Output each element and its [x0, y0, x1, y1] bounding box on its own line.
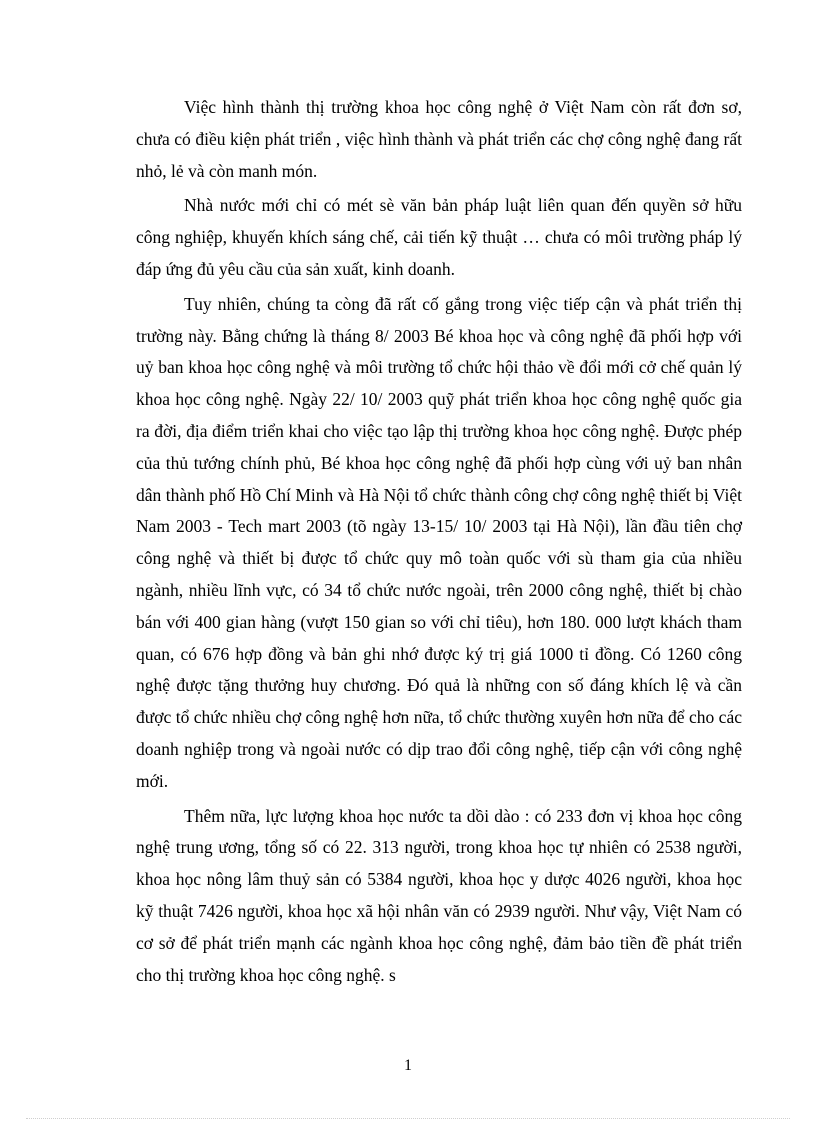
page-bottom-border	[26, 1118, 790, 1119]
paragraph-legal-framework: Nhà nước mới chỉ có mét sè văn bản pháp luật liên quan đến quyền sở hữu công nghiệp, khuyến khích sáng chế, cải tiến kỹ thuật … chưa có môi trường pháp lý đáp ứng đủ yêu cầu của sản xuất, kinh doanh.	[136, 195, 742, 279]
page-number: 1	[404, 1057, 412, 1074]
body-text	[136, 92, 742, 994]
paragraph-techmart-2003: Tuy nhiên, chúng ta còng đã rất cố gắng trong việc tiếp cận và phát triển thị trường này. Bằng chứng là tháng 8/ 2003 Bé khoa học và công nghệ đã phối hợp với uỷ ban khoa học công nghệ và môi trường tổ chức hội thảo về đổi mới cở chế quản lý khoa học công nghệ. Ngày 22/ 10/ 2003 quỹ phát triển khoa học công nghệ quốc gia ra đời, địa điểm triển khai cho việc tạo lập thị trường khoa học công nghệ. Được phép của thủ tướng chính phủ, Bé khoa học công nghệ đã phối hợp cùng với uỷ ban nhân dân thành phố Hồ Chí Minh và Hà Nội tổ chức thành công chợ công nghệ thiết bị Việt Nam 2003 - Tech mart 2003 (tõ ngày 13-15/ 10/ 2003 tại Hà Nội), lần đầu tiên chợ công nghệ và thiết bị được tổ chức quy mô toàn quốc với sù tham gia của nhiều ngành, nhiều lĩnh vực, có 34 tổ chức nước ngoài, trên 2000 công nghệ, thiết bị chào bán với 400 gian hàng (vượt 150 gian so với chỉ tiêu), hơn 180. 000 lượt khách tham quan, có 676 hợp đồng và bản ghi nhớ được ký trị giá 1000 tỉ đồng. Có 1260 công nghệ được tặng thưởng huy chương. Đó quả là những con số đáng khích lệ và cần được tổ chức nhiều chợ công nghệ hơn nữa, tổ chức thường xuyên hơn nữa để cho các doanh nghiệp trong và ngoài nước có dịp trao đổi công nghệ, tiếp cận với công nghệ mới.	[136, 293, 742, 791]
paragraph-market-status: Việc hình thành thị trường khoa học công nghệ ở Việt Nam còn rất đơn sơ, chưa có điều kiện phát triển , việc hình thành và phát triển các chợ công nghệ đang rất nhỏ, lẻ và còn manh món.	[136, 97, 742, 181]
paragraph-science-workforce: Thêm nữa, lực lượng khoa học nước ta dồi dào : có 233 đơn vị khoa học công nghệ trung ương, tổng số có 22. 313 người, trong khoa học tự nhiên có 2538 người, khoa học nông lâm thuỷ sản có 5384 người, khoa học y dược 4026 người, khoa học kỹ thuật 7426 người, khoa học xã hội nhân văn có 2939 người. Như vậy, Việt Nam có cơ sở để phát triển mạnh các ngành khoa học công nghệ, đảm bảo tiền đề phát triển cho thị trường khoa học công nghệ. s	[136, 805, 742, 985]
